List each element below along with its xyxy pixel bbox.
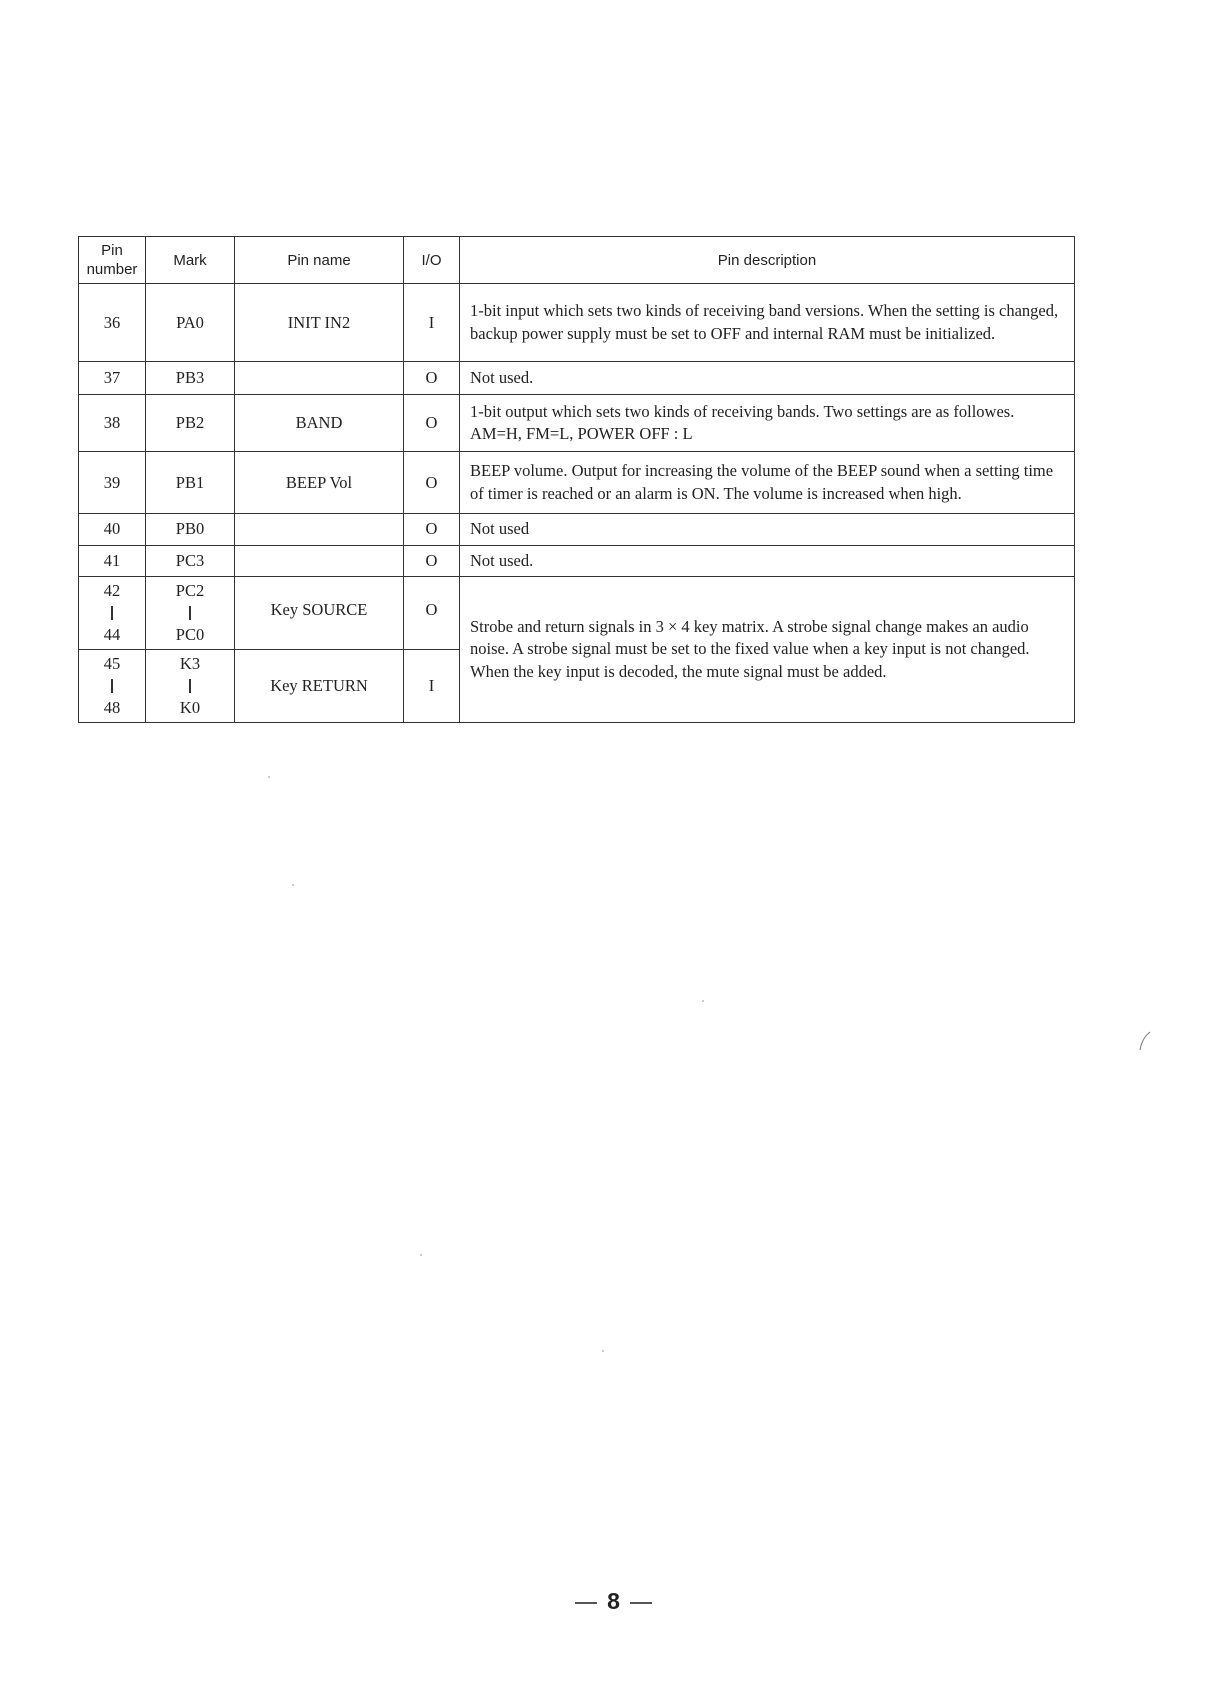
range-bar	[189, 679, 191, 693]
table-row	[79, 284, 1075, 362]
header-io: I/O	[404, 237, 460, 284]
scan-speck	[702, 1000, 704, 1002]
mark-range-end: PC0	[175, 625, 205, 644]
pin-name-cell: INIT IN2	[235, 284, 404, 362]
pin-name-cell	[235, 545, 404, 577]
pin-name-cell	[235, 514, 404, 546]
pin-range-cell	[79, 577, 146, 650]
io-cell: I	[404, 650, 460, 723]
mark-cell: PA0	[146, 284, 235, 362]
io-cell: O	[404, 362, 460, 395]
table-row	[79, 577, 1075, 650]
pin-range-end: 44	[103, 625, 121, 644]
mark-range-start: K3	[179, 653, 201, 673]
pin-cell: 37	[79, 362, 146, 395]
io-cell: O	[404, 395, 460, 452]
pin-cell: 38	[79, 395, 146, 452]
pin-range-start: 45	[103, 653, 121, 673]
right-dash	[630, 1602, 652, 1604]
pin-name-cell: Key SOURCE	[235, 577, 404, 650]
header-pin-name: Pin name	[235, 237, 404, 284]
table-row	[79, 452, 1075, 514]
mark-cell: PB3	[146, 362, 235, 395]
shared-description-cell: Strobe and return signals in 3 × 4 key matrix. A strobe signal change makes an audio noise. A strobe signal must be set to the fixed value when a key input is not changed. When the key input is decoded, the mute signal must be added.	[460, 577, 1075, 723]
table-row	[79, 395, 1075, 452]
left-dash	[575, 1602, 597, 1604]
pin-range-cell	[79, 650, 146, 723]
mark-range-end: K0	[179, 698, 201, 717]
pin-cell: 36	[79, 284, 146, 362]
scan-mark	[1138, 1030, 1152, 1052]
pin-name-cell: BAND	[235, 395, 404, 452]
mark-cell: PB2	[146, 395, 235, 452]
range-bar	[111, 606, 113, 620]
page-number: 8	[607, 1588, 620, 1614]
pin-name-cell: BEEP Vol	[235, 452, 404, 514]
pin-name-cell	[235, 362, 404, 395]
io-cell: O	[404, 452, 460, 514]
table-header-row	[79, 237, 1075, 284]
page-number-footer	[0, 1588, 1227, 1615]
pin-cell: 40	[79, 514, 146, 546]
description-cell: Not used.	[460, 545, 1075, 577]
header-mark: Mark	[146, 237, 235, 284]
io-cell: O	[404, 577, 460, 650]
pin-range-end: 48	[103, 698, 121, 717]
pin-cell: 41	[79, 545, 146, 577]
mark-cell: PC3	[146, 545, 235, 577]
scan-speck	[268, 776, 270, 778]
scan-speck	[420, 1254, 422, 1256]
mark-range-cell	[146, 577, 235, 650]
description-cell: 1-bit input which sets two kinds of receiving band versions. When the setting is changed, backup power supply must be set to OFF and internal RAM must be initialized.	[460, 284, 1075, 362]
header-description: Pin description	[460, 237, 1075, 284]
mark-range-cell	[146, 650, 235, 723]
description-cell: 1-bit output which sets two kinds of receiving bands. Two settings are as followes. AM=H, FM=L, POWER OFF : L	[460, 395, 1075, 452]
pin-range-start: 42	[103, 580, 121, 600]
table-row	[79, 362, 1075, 395]
scan-speck	[292, 884, 294, 886]
pin-cell: 39	[79, 452, 146, 514]
io-cell: O	[404, 545, 460, 577]
mark-cell: PB1	[146, 452, 235, 514]
header-pin-number: Pin number	[79, 237, 146, 284]
io-cell: O	[404, 514, 460, 546]
mark-cell: PB0	[146, 514, 235, 546]
mark-range-start: PC2	[175, 580, 205, 600]
description-cell: BEEP volume. Output for increasing the volume of the BEEP sound when a setting time of timer is reached or an alarm is ON. The volume is increased when high.	[460, 452, 1075, 514]
pin-table	[78, 236, 1075, 723]
pin-name-cell: Key RETURN	[235, 650, 404, 723]
description-cell: Not used	[460, 514, 1075, 546]
scan-speck	[602, 1350, 604, 1352]
table-row	[79, 514, 1075, 546]
description-cell: Not used.	[460, 362, 1075, 395]
io-cell: I	[404, 284, 460, 362]
range-bar	[111, 679, 113, 693]
range-bar	[189, 606, 191, 620]
table-row	[79, 545, 1075, 577]
